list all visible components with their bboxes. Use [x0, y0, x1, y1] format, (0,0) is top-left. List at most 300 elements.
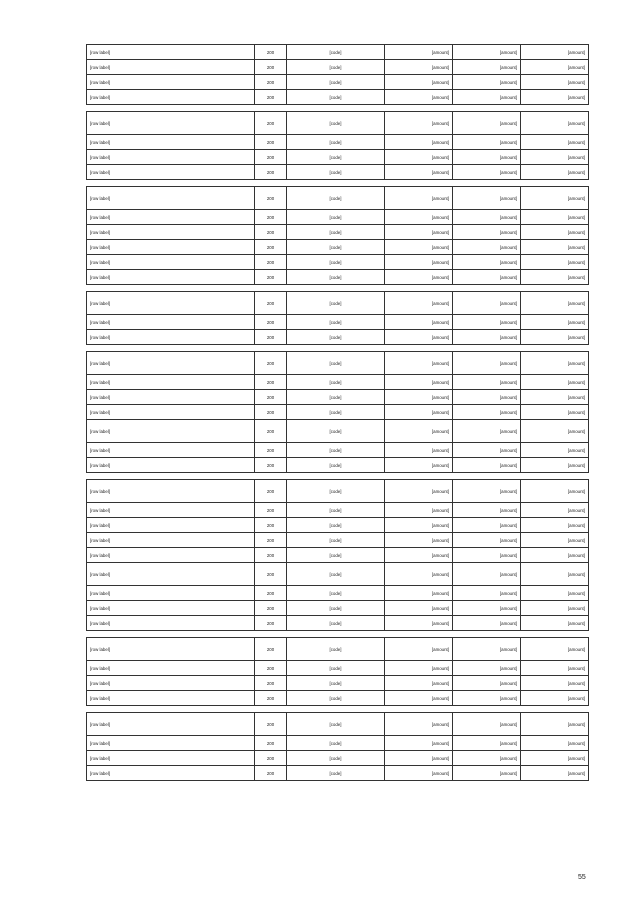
table-row: [87, 75, 589, 90]
row-name-cell: [row label]: [87, 766, 255, 781]
row-name-cell: [row label]: [87, 405, 255, 420]
row-approved-amount-cell: [amount]: [385, 45, 453, 60]
row-approved-amount-cell: [amount]: [385, 443, 453, 458]
row-budget-code-cell: [code]: [287, 713, 385, 736]
row-approved-amount-cell: [amount]: [385, 736, 453, 751]
row-line-code-cell: 200: [255, 45, 287, 60]
row-executed-amount-cell: [amount]: [453, 443, 521, 458]
row-name-cell: [row label]: [87, 330, 255, 345]
table-row: [87, 661, 589, 676]
row-executed-amount-cell: [amount]: [453, 713, 521, 736]
block-gap-cell: [87, 105, 589, 112]
row-executed-amount-cell: [amount]: [453, 563, 521, 586]
row-executed-amount-cell: [amount]: [453, 165, 521, 180]
row-executed-amount-cell: [amount]: [453, 352, 521, 375]
block-gap-row: [87, 105, 589, 112]
row-budget-code-cell: [code]: [287, 315, 385, 330]
row-executed-amount-cell: [amount]: [453, 458, 521, 473]
row-remaining-amount-cell: [amount]: [521, 60, 589, 75]
table-row: [87, 443, 589, 458]
row-executed-amount-cell: [amount]: [453, 315, 521, 330]
row-budget-code-cell: [code]: [287, 112, 385, 135]
row-name-cell: [row label]: [87, 751, 255, 766]
row-remaining-amount-cell: [amount]: [521, 736, 589, 751]
table-row: [87, 390, 589, 405]
row-line-code-cell: 200: [255, 210, 287, 225]
row-approved-amount-cell: [amount]: [385, 240, 453, 255]
row-executed-amount-cell: [amount]: [453, 75, 521, 90]
row-name-cell: [row label]: [87, 420, 255, 443]
row-name-cell: [row label]: [87, 563, 255, 586]
row-name-cell: [row label]: [87, 45, 255, 60]
row-name-cell: [row label]: [87, 661, 255, 676]
row-line-code-cell: 200: [255, 60, 287, 75]
row-executed-amount-cell: [amount]: [453, 661, 521, 676]
row-line-code-cell: 200: [255, 586, 287, 601]
row-line-code-cell: 200: [255, 187, 287, 210]
row-budget-code-cell: [code]: [287, 751, 385, 766]
block-gap-row: [87, 345, 589, 352]
block-gap-row: [87, 180, 589, 187]
row-approved-amount-cell: [amount]: [385, 405, 453, 420]
row-name-cell: [row label]: [87, 60, 255, 75]
row-approved-amount-cell: [amount]: [385, 548, 453, 563]
row-approved-amount-cell: [amount]: [385, 375, 453, 390]
row-remaining-amount-cell: [amount]: [521, 766, 589, 781]
row-remaining-amount-cell: [amount]: [521, 315, 589, 330]
table-row: [87, 518, 589, 533]
row-executed-amount-cell: [amount]: [453, 405, 521, 420]
block-gap-cell: [87, 285, 589, 292]
row-remaining-amount-cell: [amount]: [521, 751, 589, 766]
row-executed-amount-cell: [amount]: [453, 330, 521, 345]
row-line-code-cell: 200: [255, 766, 287, 781]
row-line-code-cell: 200: [255, 548, 287, 563]
table-row: [87, 586, 589, 601]
row-remaining-amount-cell: [amount]: [521, 135, 589, 150]
row-name-cell: [row label]: [87, 165, 255, 180]
row-line-code-cell: 200: [255, 270, 287, 285]
row-approved-amount-cell: [amount]: [385, 60, 453, 75]
table-row: [87, 548, 589, 563]
row-executed-amount-cell: [amount]: [453, 616, 521, 631]
row-budget-code-cell: [code]: [287, 330, 385, 345]
table-row: [87, 691, 589, 706]
row-approved-amount-cell: [amount]: [385, 135, 453, 150]
row-executed-amount-cell: [amount]: [453, 45, 521, 60]
row-line-code-cell: 200: [255, 90, 287, 105]
row-budget-code-cell: [code]: [287, 563, 385, 586]
row-line-code-cell: 200: [255, 405, 287, 420]
row-budget-code-cell: [code]: [287, 255, 385, 270]
row-budget-code-cell: [code]: [287, 375, 385, 390]
row-executed-amount-cell: [amount]: [453, 691, 521, 706]
row-line-code-cell: 200: [255, 503, 287, 518]
block-gap-row: [87, 473, 589, 480]
row-budget-code-cell: [code]: [287, 736, 385, 751]
document-sheet: [86, 44, 588, 781]
row-budget-code-cell: [code]: [287, 210, 385, 225]
row-line-code-cell: 200: [255, 518, 287, 533]
row-executed-amount-cell: [amount]: [453, 270, 521, 285]
row-line-code-cell: 200: [255, 315, 287, 330]
row-remaining-amount-cell: [amount]: [521, 638, 589, 661]
row-remaining-amount-cell: [amount]: [521, 225, 589, 240]
row-line-code-cell: 200: [255, 240, 287, 255]
table-row: [87, 751, 589, 766]
block-gap-cell: [87, 706, 589, 713]
row-budget-code-cell: [code]: [287, 518, 385, 533]
table-row: [87, 187, 589, 210]
table-row: [87, 420, 589, 443]
row-name-cell: [row label]: [87, 375, 255, 390]
row-approved-amount-cell: [amount]: [385, 601, 453, 616]
block-gap-cell: [87, 180, 589, 187]
row-approved-amount-cell: [amount]: [385, 352, 453, 375]
row-budget-code-cell: [code]: [287, 390, 385, 405]
row-remaining-amount-cell: [amount]: [521, 165, 589, 180]
row-name-cell: [row label]: [87, 518, 255, 533]
row-budget-code-cell: [code]: [287, 601, 385, 616]
row-line-code-cell: 200: [255, 691, 287, 706]
row-budget-code-cell: [code]: [287, 420, 385, 443]
row-name-cell: [row label]: [87, 638, 255, 661]
row-approved-amount-cell: [amount]: [385, 518, 453, 533]
row-executed-amount-cell: [amount]: [453, 90, 521, 105]
row-approved-amount-cell: [amount]: [385, 390, 453, 405]
table-row: [87, 45, 589, 60]
row-approved-amount-cell: [amount]: [385, 225, 453, 240]
row-line-code-cell: 200: [255, 165, 287, 180]
row-remaining-amount-cell: [amount]: [521, 405, 589, 420]
row-line-code-cell: 200: [255, 330, 287, 345]
row-approved-amount-cell: [amount]: [385, 676, 453, 691]
row-remaining-amount-cell: [amount]: [521, 480, 589, 503]
row-line-code-cell: 200: [255, 458, 287, 473]
row-approved-amount-cell: [amount]: [385, 255, 453, 270]
block-gap-cell: [87, 631, 589, 638]
table-row: [87, 225, 589, 240]
row-budget-code-cell: [code]: [287, 766, 385, 781]
table-row: [87, 270, 589, 285]
row-budget-code-cell: [code]: [287, 586, 385, 601]
row-remaining-amount-cell: [amount]: [521, 713, 589, 736]
row-remaining-amount-cell: [amount]: [521, 292, 589, 315]
row-line-code-cell: 200: [255, 135, 287, 150]
row-remaining-amount-cell: [amount]: [521, 90, 589, 105]
row-line-code-cell: 200: [255, 420, 287, 443]
row-line-code-cell: 200: [255, 638, 287, 661]
budget-table-body: [87, 45, 589, 781]
table-row: [87, 713, 589, 736]
row-budget-code-cell: [code]: [287, 150, 385, 165]
table-row: [87, 601, 589, 616]
row-line-code-cell: 200: [255, 601, 287, 616]
row-remaining-amount-cell: [amount]: [521, 661, 589, 676]
table-row: [87, 736, 589, 751]
table-row: [87, 563, 589, 586]
table-row: [87, 165, 589, 180]
row-remaining-amount-cell: [amount]: [521, 112, 589, 135]
row-line-code-cell: 200: [255, 75, 287, 90]
row-name-cell: [row label]: [87, 676, 255, 691]
row-name-cell: [row label]: [87, 187, 255, 210]
row-approved-amount-cell: [amount]: [385, 480, 453, 503]
row-executed-amount-cell: [amount]: [453, 210, 521, 225]
row-approved-amount-cell: [amount]: [385, 691, 453, 706]
row-budget-code-cell: [code]: [287, 240, 385, 255]
row-name-cell: [row label]: [87, 503, 255, 518]
row-budget-code-cell: [code]: [287, 676, 385, 691]
table-row: [87, 480, 589, 503]
table-row: [87, 210, 589, 225]
row-remaining-amount-cell: [amount]: [521, 563, 589, 586]
row-executed-amount-cell: [amount]: [453, 390, 521, 405]
row-executed-amount-cell: [amount]: [453, 292, 521, 315]
row-line-code-cell: 200: [255, 443, 287, 458]
row-line-code-cell: 200: [255, 292, 287, 315]
row-budget-code-cell: [code]: [287, 270, 385, 285]
row-line-code-cell: 200: [255, 713, 287, 736]
table-row: [87, 405, 589, 420]
row-line-code-cell: 200: [255, 616, 287, 631]
row-executed-amount-cell: [amount]: [453, 135, 521, 150]
row-remaining-amount-cell: [amount]: [521, 533, 589, 548]
row-budget-code-cell: [code]: [287, 638, 385, 661]
row-approved-amount-cell: [amount]: [385, 315, 453, 330]
row-executed-amount-cell: [amount]: [453, 112, 521, 135]
row-budget-code-cell: [code]: [287, 480, 385, 503]
row-name-cell: [row label]: [87, 270, 255, 285]
row-line-code-cell: 200: [255, 255, 287, 270]
table-row: [87, 315, 589, 330]
row-executed-amount-cell: [amount]: [453, 150, 521, 165]
row-remaining-amount-cell: [amount]: [521, 420, 589, 443]
row-approved-amount-cell: [amount]: [385, 503, 453, 518]
row-budget-code-cell: [code]: [287, 533, 385, 548]
row-line-code-cell: 200: [255, 112, 287, 135]
row-approved-amount-cell: [amount]: [385, 112, 453, 135]
row-budget-code-cell: [code]: [287, 503, 385, 518]
row-name-cell: [row label]: [87, 443, 255, 458]
row-executed-amount-cell: [amount]: [453, 548, 521, 563]
row-executed-amount-cell: [amount]: [453, 480, 521, 503]
row-budget-code-cell: [code]: [287, 90, 385, 105]
row-executed-amount-cell: [amount]: [453, 533, 521, 548]
table-row: [87, 616, 589, 631]
row-budget-code-cell: [code]: [287, 60, 385, 75]
row-approved-amount-cell: [amount]: [385, 616, 453, 631]
row-name-cell: [row label]: [87, 691, 255, 706]
row-budget-code-cell: [code]: [287, 352, 385, 375]
row-executed-amount-cell: [amount]: [453, 420, 521, 443]
table-row: [87, 112, 589, 135]
row-remaining-amount-cell: [amount]: [521, 210, 589, 225]
row-budget-code-cell: [code]: [287, 292, 385, 315]
table-row: [87, 330, 589, 345]
row-remaining-amount-cell: [amount]: [521, 45, 589, 60]
row-line-code-cell: 200: [255, 676, 287, 691]
block-gap-row: [87, 706, 589, 713]
row-budget-code-cell: [code]: [287, 187, 385, 210]
row-remaining-amount-cell: [amount]: [521, 75, 589, 90]
row-name-cell: [row label]: [87, 736, 255, 751]
table-row: [87, 458, 589, 473]
row-line-code-cell: 200: [255, 661, 287, 676]
row-name-cell: [row label]: [87, 210, 255, 225]
row-approved-amount-cell: [amount]: [385, 638, 453, 661]
block-gap-cell: [87, 473, 589, 480]
table-row: [87, 150, 589, 165]
row-budget-code-cell: [code]: [287, 548, 385, 563]
row-approved-amount-cell: [amount]: [385, 292, 453, 315]
row-approved-amount-cell: [amount]: [385, 766, 453, 781]
row-budget-code-cell: [code]: [287, 75, 385, 90]
table-row: [87, 375, 589, 390]
table-row: [87, 240, 589, 255]
table-row: [87, 135, 589, 150]
row-remaining-amount-cell: [amount]: [521, 458, 589, 473]
row-executed-amount-cell: [amount]: [453, 676, 521, 691]
row-name-cell: [row label]: [87, 112, 255, 135]
row-approved-amount-cell: [amount]: [385, 713, 453, 736]
row-name-cell: [row label]: [87, 352, 255, 375]
row-name-cell: [row label]: [87, 315, 255, 330]
row-budget-code-cell: [code]: [287, 458, 385, 473]
row-line-code-cell: 200: [255, 375, 287, 390]
row-budget-code-cell: [code]: [287, 443, 385, 458]
row-line-code-cell: 200: [255, 736, 287, 751]
row-approved-amount-cell: [amount]: [385, 330, 453, 345]
row-executed-amount-cell: [amount]: [453, 601, 521, 616]
row-approved-amount-cell: [amount]: [385, 458, 453, 473]
row-budget-code-cell: [code]: [287, 45, 385, 60]
row-name-cell: [row label]: [87, 90, 255, 105]
row-executed-amount-cell: [amount]: [453, 187, 521, 210]
row-name-cell: [row label]: [87, 225, 255, 240]
row-remaining-amount-cell: [amount]: [521, 240, 589, 255]
row-executed-amount-cell: [amount]: [453, 766, 521, 781]
row-budget-code-cell: [code]: [287, 165, 385, 180]
page-number: 55: [578, 874, 586, 881]
row-name-cell: [row label]: [87, 533, 255, 548]
row-name-cell: [row label]: [87, 586, 255, 601]
row-name-cell: [row label]: [87, 390, 255, 405]
row-executed-amount-cell: [amount]: [453, 255, 521, 270]
row-executed-amount-cell: [amount]: [453, 503, 521, 518]
row-remaining-amount-cell: [amount]: [521, 548, 589, 563]
table-row: [87, 255, 589, 270]
row-executed-amount-cell: [amount]: [453, 638, 521, 661]
row-approved-amount-cell: [amount]: [385, 586, 453, 601]
row-approved-amount-cell: [amount]: [385, 75, 453, 90]
row-approved-amount-cell: [amount]: [385, 150, 453, 165]
row-name-cell: [row label]: [87, 601, 255, 616]
row-remaining-amount-cell: [amount]: [521, 691, 589, 706]
row-budget-code-cell: [code]: [287, 405, 385, 420]
row-line-code-cell: 200: [255, 480, 287, 503]
row-approved-amount-cell: [amount]: [385, 420, 453, 443]
row-name-cell: [row label]: [87, 135, 255, 150]
row-remaining-amount-cell: [amount]: [521, 443, 589, 458]
row-remaining-amount-cell: [amount]: [521, 676, 589, 691]
row-remaining-amount-cell: [amount]: [521, 518, 589, 533]
table-row: [87, 90, 589, 105]
row-budget-code-cell: [code]: [287, 661, 385, 676]
block-gap-cell: [87, 345, 589, 352]
budget-table: [86, 44, 589, 781]
block-gap-row: [87, 285, 589, 292]
table-row: [87, 638, 589, 661]
row-remaining-amount-cell: [amount]: [521, 150, 589, 165]
row-budget-code-cell: [code]: [287, 225, 385, 240]
row-line-code-cell: 200: [255, 225, 287, 240]
row-line-code-cell: 200: [255, 533, 287, 548]
row-approved-amount-cell: [amount]: [385, 533, 453, 548]
row-remaining-amount-cell: [amount]: [521, 187, 589, 210]
table-row: [87, 533, 589, 548]
row-line-code-cell: 200: [255, 751, 287, 766]
row-executed-amount-cell: [amount]: [453, 736, 521, 751]
row-remaining-amount-cell: [amount]: [521, 503, 589, 518]
row-executed-amount-cell: [amount]: [453, 751, 521, 766]
table-row: [87, 352, 589, 375]
row-executed-amount-cell: [amount]: [453, 240, 521, 255]
row-remaining-amount-cell: [amount]: [521, 270, 589, 285]
table-row: [87, 766, 589, 781]
row-name-cell: [row label]: [87, 240, 255, 255]
row-name-cell: [row label]: [87, 548, 255, 563]
row-approved-amount-cell: [amount]: [385, 210, 453, 225]
row-executed-amount-cell: [amount]: [453, 586, 521, 601]
row-name-cell: [row label]: [87, 75, 255, 90]
row-name-cell: [row label]: [87, 713, 255, 736]
row-approved-amount-cell: [amount]: [385, 563, 453, 586]
row-remaining-amount-cell: [amount]: [521, 330, 589, 345]
row-line-code-cell: 200: [255, 563, 287, 586]
row-executed-amount-cell: [amount]: [453, 60, 521, 75]
row-name-cell: [row label]: [87, 480, 255, 503]
row-budget-code-cell: [code]: [287, 135, 385, 150]
row-line-code-cell: 200: [255, 150, 287, 165]
table-row: [87, 60, 589, 75]
row-line-code-cell: 200: [255, 390, 287, 405]
row-approved-amount-cell: [amount]: [385, 661, 453, 676]
row-executed-amount-cell: [amount]: [453, 225, 521, 240]
table-row: [87, 292, 589, 315]
row-approved-amount-cell: [amount]: [385, 90, 453, 105]
row-name-cell: [row label]: [87, 616, 255, 631]
row-name-cell: [row label]: [87, 255, 255, 270]
row-line-code-cell: 200: [255, 352, 287, 375]
row-name-cell: [row label]: [87, 292, 255, 315]
table-row: [87, 676, 589, 691]
row-name-cell: [row label]: [87, 150, 255, 165]
row-approved-amount-cell: [amount]: [385, 187, 453, 210]
row-approved-amount-cell: [amount]: [385, 751, 453, 766]
row-executed-amount-cell: [amount]: [453, 375, 521, 390]
row-executed-amount-cell: [amount]: [453, 518, 521, 533]
row-remaining-amount-cell: [amount]: [521, 586, 589, 601]
row-remaining-amount-cell: [amount]: [521, 375, 589, 390]
row-approved-amount-cell: [amount]: [385, 270, 453, 285]
row-remaining-amount-cell: [amount]: [521, 390, 589, 405]
row-budget-code-cell: [code]: [287, 691, 385, 706]
row-remaining-amount-cell: [amount]: [521, 352, 589, 375]
row-remaining-amount-cell: [amount]: [521, 616, 589, 631]
table-row: [87, 503, 589, 518]
row-budget-code-cell: [code]: [287, 616, 385, 631]
